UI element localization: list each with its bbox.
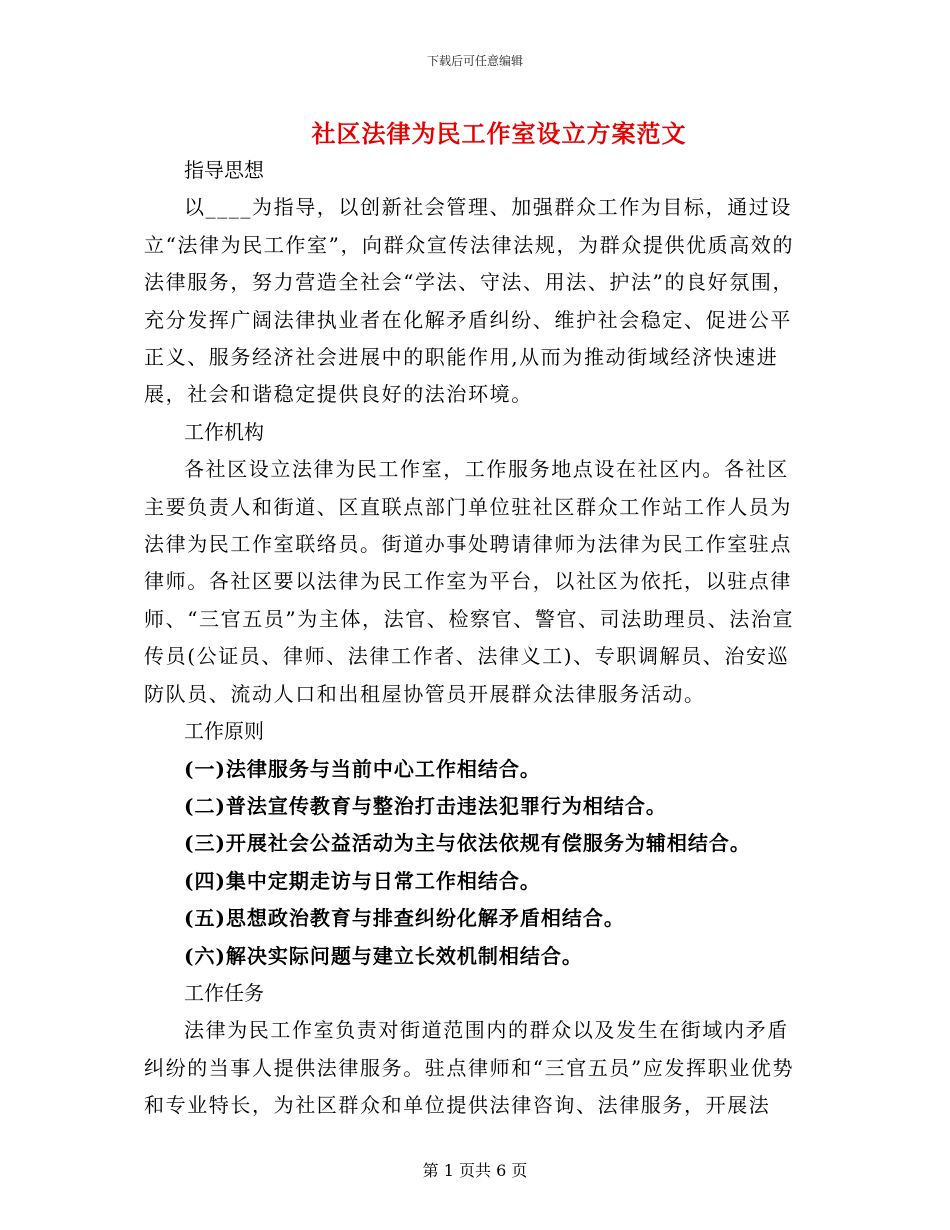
document-title: 社区法律为民工作室设立方案范文 (311, 119, 687, 148)
principle-item: (一)法律服务与当前中心工作相结合。 (184, 756, 541, 781)
principle-item: (二)普法宣传教育与整治打击违法犯罪行为相结合。 (184, 793, 667, 818)
principle-item: (四)集中定期走访与日常工作相结合。 (184, 868, 541, 893)
paragraph-tasks: 法律为民工作室负责对街道范围内的群众以及发生在街域内矛盾纠纷的当事人提供法律服务。驻点律师和“三官五员”应发挥职业优势和专业特长，为社区群众和单位提供法律咨询、法律服务，开展法 (144, 1018, 795, 1118)
document-body (144, 152, 806, 1125)
paragraph-organization: 各社区设立法律为民工作室，工作服务地点设在社区内。各社区主要负责人和街道、区直联点部门单位驻社区群众工作站工作人员为法律为民工作室联络员。街道办事处聘请律师为法律为民工作室驻点律师。各社区要以法律为民工作室为平台，以社区为依托，以驻点律师、“三官五员”为主体，法官、检察官、警官、司法助理员、法治宣传员(公证员、律师、法律工作者、法律义工)、专职调解员、治安巡防队员、流动人口和出租屋协管员开展群众法律服务活动。 (144, 457, 795, 706)
principle-item: (五)思想政治教育与排查纠纷化解矛盾相结合。 (184, 906, 625, 931)
header-note: 下载后可任意编辑 (426, 54, 523, 68)
page-indicator: 第 1 页共 6 页 (422, 1161, 528, 1180)
section-heading-principles: 工作原则 (184, 719, 264, 744)
section-heading-tasks: 工作任务 (184, 980, 264, 1005)
principle-item: (六)解决实际问题与建立长效机制相结合。 (184, 943, 583, 968)
principle-item: (三)开展社会公益活动为主与依法依规有偿服务为辅相结合。 (184, 831, 751, 856)
section-heading-guiding: 指导思想 (184, 158, 264, 182)
paragraph-guiding: 以____为指导，以创新社会管理、加强群众工作为目标，通过设立“法律为民工作室”，向群众宣传法律法规，为群众提供优质高效的法律服务，努力营造全社会“学法、守法、用法、护法”的良好氛围，充分发挥广阔法律执业者在化解矛盾纠纷、维护社会稳定、促进公平正义、服务经济社会进展中的职能作用,从而为推动街域经济快速进展，社会和谐稳定提供良好的法治环境。 (144, 195, 795, 407)
section-heading-organization: 工作机构 (184, 419, 264, 444)
